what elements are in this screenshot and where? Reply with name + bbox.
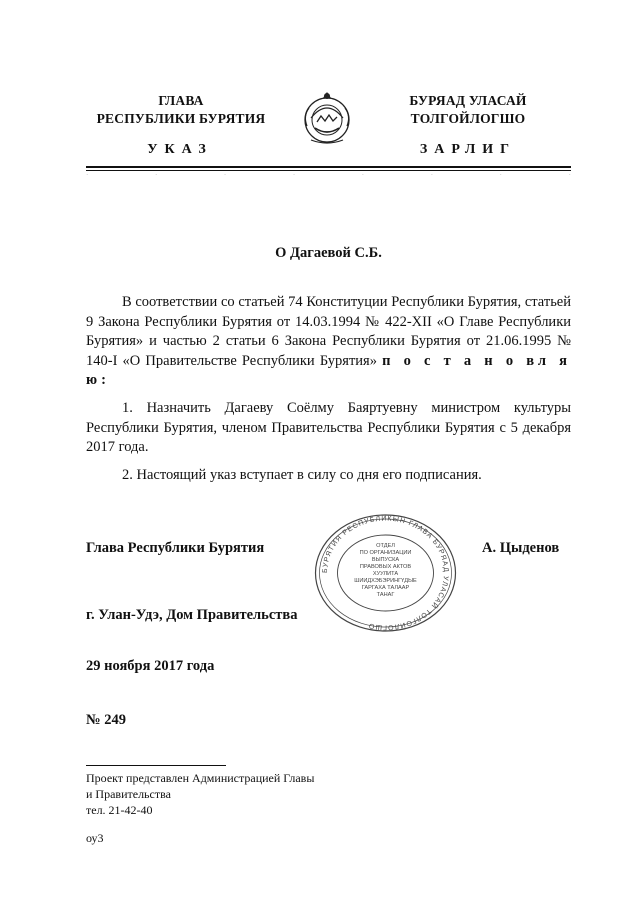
header-rule-thin	[86, 170, 571, 171]
header-left-line1: ГЛАВА	[158, 93, 204, 108]
footer-note	[86, 770, 314, 818]
document-code: оу3	[86, 831, 104, 845]
header-right-line2: ТОЛГОЙЛОГШО	[410, 111, 526, 126]
header-right-line1: БУРЯАД УЛАСАЙ	[409, 93, 527, 108]
signing-place: г. Улан-Удэ, Дом Правительства	[86, 607, 298, 623]
official-seal-stamp	[313, 513, 458, 633]
signatory-position: Глава Республики Бурятия	[86, 540, 265, 556]
stamp-center-line: ХУУЛИТА	[372, 571, 399, 577]
stamp-center-line: ПО ОРГАНИЗАЦИИ	[359, 550, 412, 556]
signatory-name: А. Цыденов	[482, 540, 560, 556]
preamble-paragraph	[86, 293, 571, 391]
footer-line1: Проект представлен Администрацией Главы	[86, 771, 315, 785]
stamp-ring-text: БУРЯТИЯ РЕСПУБЛИКЫН ГЛАВА БУРЯАД УЛАСАЙ ТОЛГОЙЛОГШО	[321, 515, 450, 631]
stamp-center-line: ТАНАГ	[376, 592, 395, 598]
stamp-center-line: ОТДЕЛ	[376, 543, 395, 549]
doc-type-left: УКАЗ	[147, 142, 213, 157]
stamp-center-line: ВЫПУСКА	[371, 557, 400, 563]
decree-word-a: п о с т а н о в	[382, 352, 538, 369]
footer-line2: и Правительства	[86, 787, 171, 801]
preamble-text: В соответствии со статьей 74 Конституции Республики Бурятия, статьей 9 Закона Республики Бурятия от 14.03.1994 № 422-XII «О Главе Республики Бурятия» и частью 2 статьи 6 Закона Республики Бурятия от 21.06.1995 № 140-I «О Правительстве Республики Бурятия»	[86, 294, 571, 369]
decree-word-b: л я ю:	[86, 352, 571, 388]
item-2-paragraph: 2. Настоящий указ вступает в силу со дня его подписания.	[122, 467, 482, 483]
stamp-center-line: ГАРГАХА ТАЛААР	[361, 585, 410, 591]
header-rule-thick	[86, 166, 571, 168]
stamp-center-line: ПРАВОВЫХ АКТОВ	[359, 564, 412, 570]
decree-number: № 249	[86, 712, 126, 728]
doc-type-right: ЗАРЛИГ	[419, 142, 517, 157]
footer-line3: тел. 21-42-40	[86, 803, 153, 817]
coat-of-arms-icon	[297, 88, 357, 148]
footer-rule	[86, 765, 226, 766]
header-right	[388, 92, 548, 128]
header-dotted-line: · · · · · · · ·	[86, 171, 571, 179]
header-left	[86, 92, 276, 128]
item-1-paragraph: 1. Назначить Дагаеву Соёлму Баяртуевну министром культуры Республики Бурятия, членом Правительства Республики Бурятия с 5 декабря 2017 года.	[86, 400, 571, 455]
header-left-line2: РЕСПУБЛИКИ БУРЯТИЯ	[96, 111, 266, 126]
signing-date: 29 ноября 2017 года	[86, 658, 215, 674]
stamp-center-line: ШИИДХЭБЭРИНГҮДЫЕ	[354, 578, 417, 584]
document-title: О Дагаевой С.Б.	[275, 245, 382, 261]
